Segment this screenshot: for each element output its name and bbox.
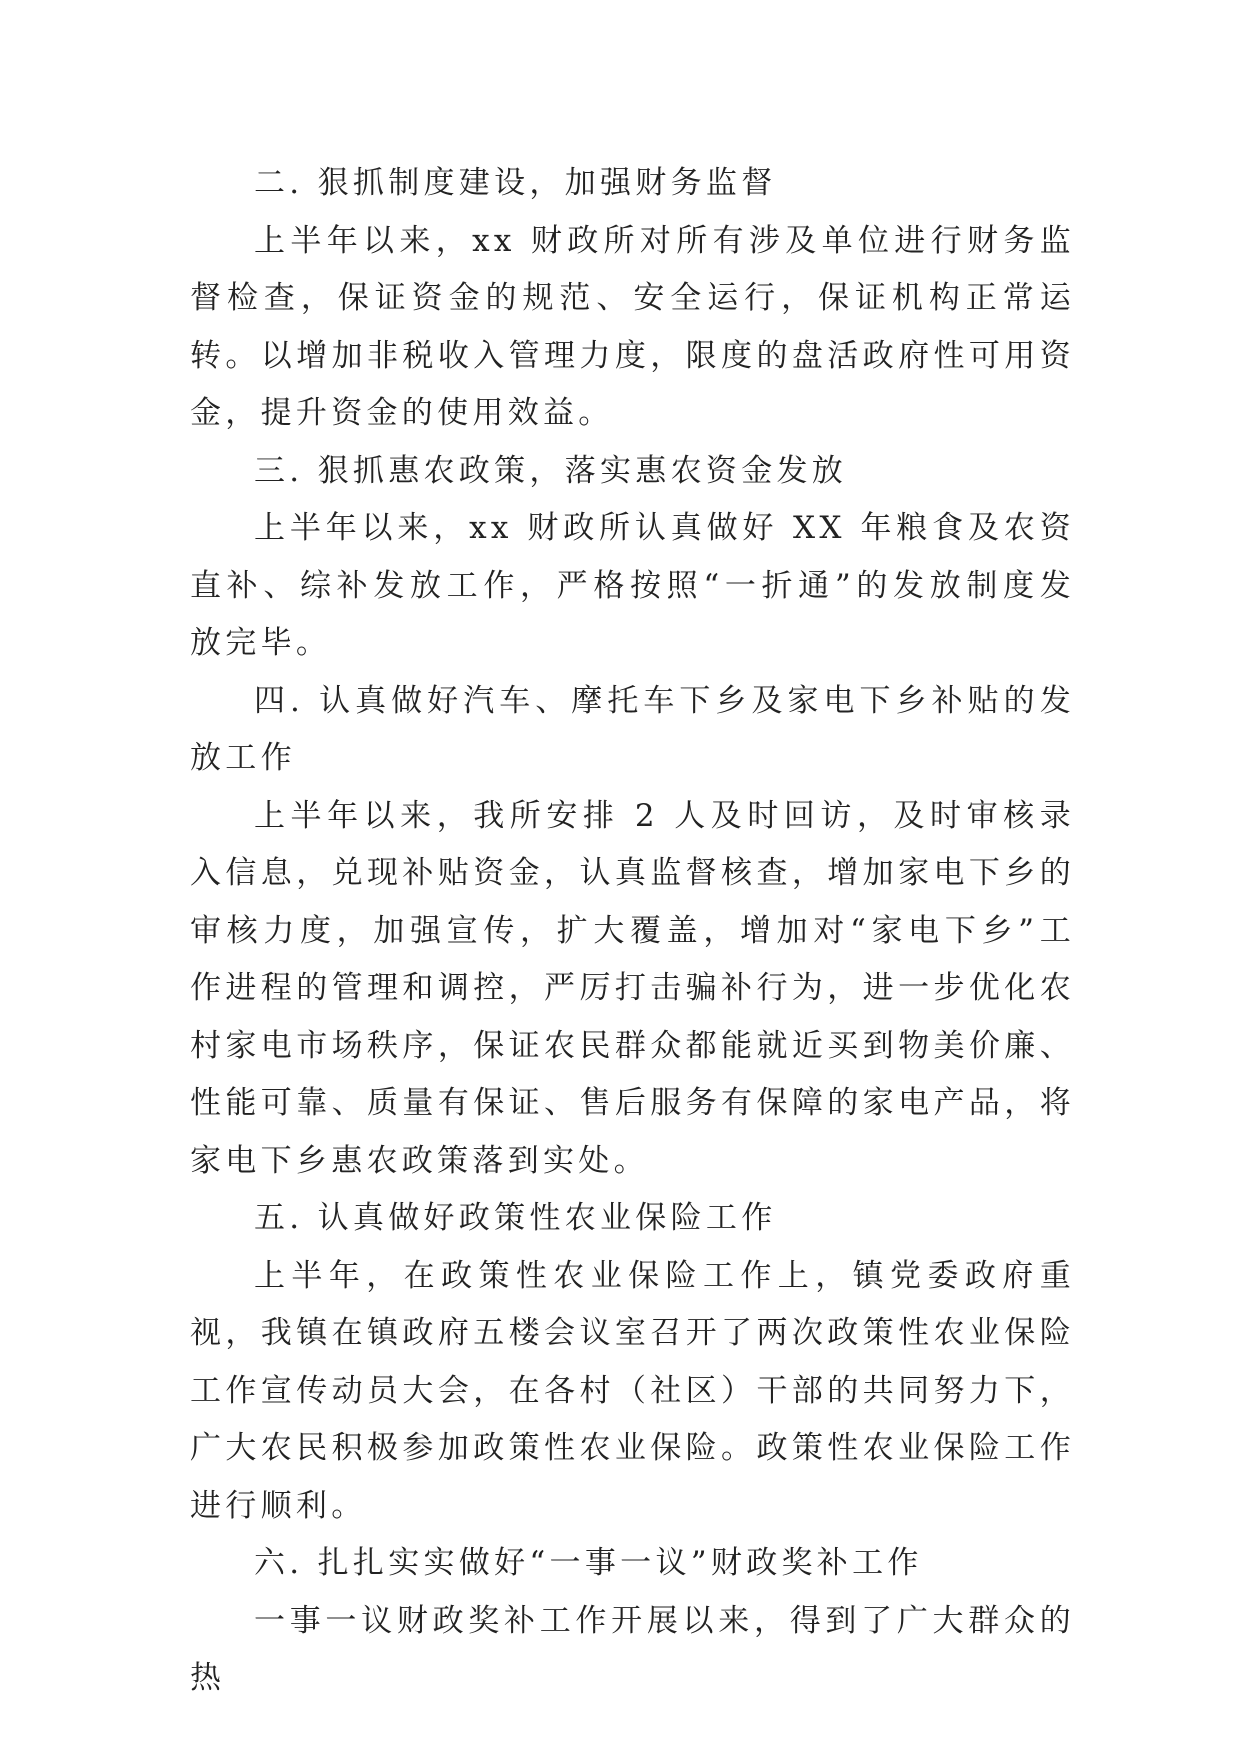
section-paragraph-5: 上半年，在政策性农业保险工作上，镇党委政府重视，我镇在镇政府五楼会议室召开了两次政策性农业保险工作宣传动员大会，在各村（社区）干部的共同努力下，广大农民积极参加政策性农业保险。政策性农业保险工作进行顺利。 [190, 1257, 1075, 1524]
section-heading-3: 三. 狠抓惠农政策，落实惠农资金发放 [254, 452, 848, 489]
section-heading-5: 五. 认真做好政策性农业保险工作 [254, 1200, 777, 1236]
section-paragraph-6: 一事一议财政奖补工作开展以来，得到了广大群众的热 [190, 1602, 1075, 1696]
document-body [190, 155, 1075, 1708]
section-heading-6: 六. 扎扎实实做好“一事一议”财政奖补工作 [254, 1545, 923, 1581]
section-heading-4: 四. 认真做好汽车、摩托车下乡及家电下乡补贴的发放工作 [190, 682, 1075, 776]
section-heading-2: 二. 狠抓制度建设，加强财务监督 [254, 165, 777, 201]
section-paragraph-3: 上半年以来，xx 财政所认真做好 XX 年粮食及农资直补、综补发放工作，严格按照“一折通”的发放制度发放完毕。 [190, 510, 1075, 661]
section-paragraph-2: 上半年以来，xx 财政所对所有涉及单位进行财务监督检查，保证资金的规范、安全运行，保证机构正常运转。以增加非税收入管理力度，限度的盘活政府性可用资金，提升资金的使用效益。 [190, 222, 1075, 431]
section-paragraph-4: 上半年以来，我所安排 2 人及时回访，及时审核录入信息，兑现补贴资金，认真监督核查，增加家电下乡的审核力度，加强宣传，扩大覆盖，增加对“家电下乡”工作进程的管理和调控，严厉打击骗补行为，进一步优化农村家电市场秩序，保证农民群众都能就近买到物美价廉、性能可靠、质量有保证、售后服务有保障的家电产品，将家电下乡惠农政策落到实处。 [190, 797, 1075, 1179]
